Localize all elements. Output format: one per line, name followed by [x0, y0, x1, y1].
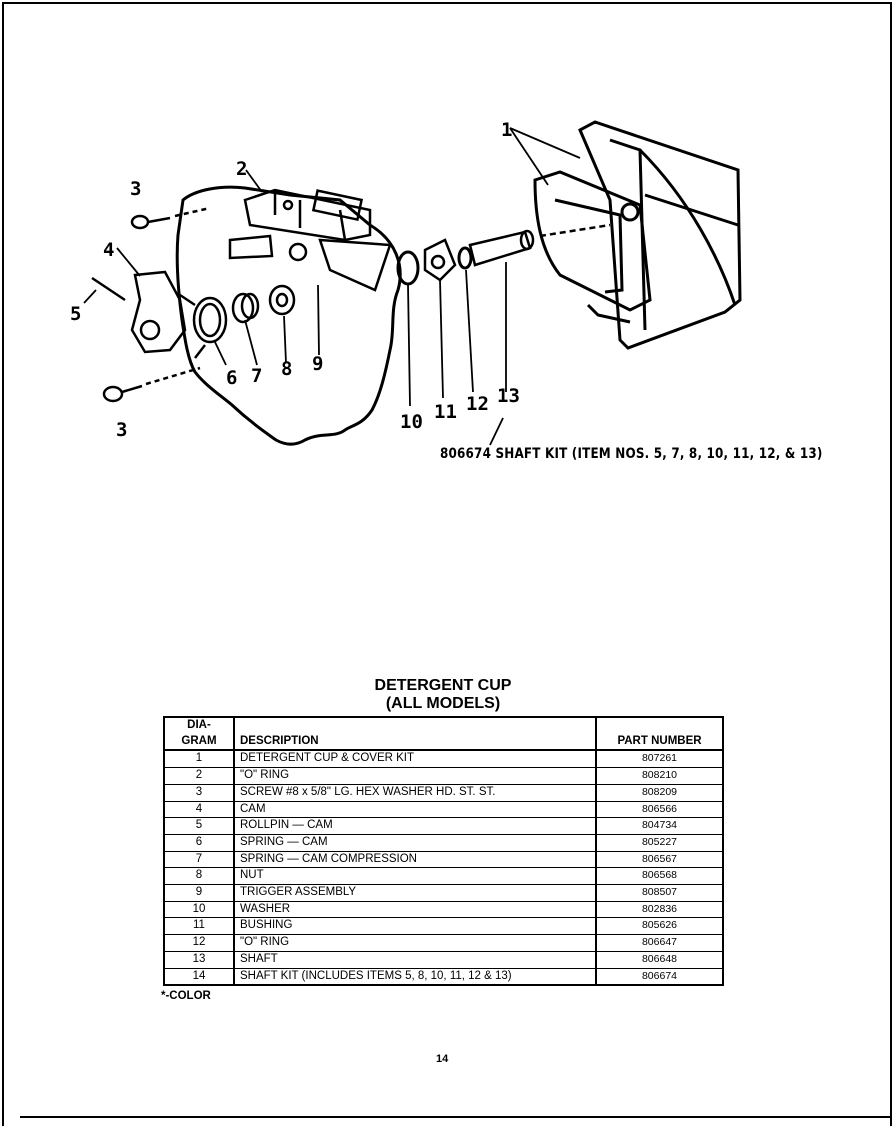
table-row — [164, 951, 723, 968]
callout-1: 1 — [501, 119, 513, 141]
callout-8: 8 — [281, 358, 293, 380]
trigger-assembly — [230, 190, 390, 290]
row-description: DETERGENT CUP & COVER KIT — [234, 750, 596, 767]
shaft-kit-note: 806674 SHAFT KIT (ITEM NOS. 5, 7, 8, 10, 11, 12, & 13) — [440, 446, 823, 462]
callout-4: 4 — [103, 239, 115, 261]
callout-12: 12 — [466, 393, 489, 415]
table-row — [164, 784, 723, 801]
row-diagram-number: 6 — [164, 834, 234, 851]
callout-6: 6 — [226, 367, 238, 389]
callout-7: 7 — [251, 365, 263, 387]
header-description: DESCRIPTION — [234, 717, 596, 750]
row-diagram-number: 1 — [164, 750, 234, 767]
row-part-number: 806568 — [596, 868, 723, 885]
header-diagram — [164, 717, 234, 750]
row-part-number: 808507 — [596, 885, 723, 902]
header-diagram-line2: GRAM — [181, 734, 217, 747]
row-description: SCREW #8 x 5/8" LG. HEX WASHER HD. ST. ST. — [234, 784, 596, 801]
row-diagram-number: 11 — [164, 918, 234, 935]
callout-3-bottom: 3 — [116, 419, 128, 441]
row-diagram-number: 12 — [164, 935, 234, 952]
color-footnote: *-COLOR — [161, 990, 211, 1002]
header-part-number: PART NUMBER — [596, 717, 723, 750]
row-part-number: 802836 — [596, 901, 723, 918]
table-row — [164, 818, 723, 835]
row-diagram-number: 3 — [164, 784, 234, 801]
header-diagram-line1: DIA- — [187, 719, 211, 731]
o-ring-small — [459, 248, 471, 268]
table-row — [164, 868, 723, 885]
row-diagram-number: 13 — [164, 951, 234, 968]
row-diagram-number: 5 — [164, 818, 234, 835]
row-diagram-number: 10 — [164, 901, 234, 918]
row-diagram-number: 2 — [164, 768, 234, 785]
callout-5: 5 — [70, 303, 82, 325]
row-part-number: 806566 — [596, 801, 723, 818]
screw-bottom — [104, 368, 200, 401]
row-part-number: 807261 — [596, 750, 723, 767]
table-row — [164, 968, 723, 985]
row-part-number: 805227 — [596, 834, 723, 851]
row-part-number: 804734 — [596, 818, 723, 835]
row-description: "O" RING — [234, 935, 596, 952]
row-part-number: 808210 — [596, 768, 723, 785]
table-row — [164, 935, 723, 952]
row-part-number: 806674 — [596, 968, 723, 985]
table-row — [164, 750, 723, 767]
row-description: SHAFT — [234, 951, 596, 968]
row-diagram-number: 9 — [164, 885, 234, 902]
rollpin — [92, 278, 125, 300]
table-row — [164, 834, 723, 851]
table-row — [164, 918, 723, 935]
row-description: CAM — [234, 801, 596, 818]
row-description: SPRING — CAM — [234, 834, 596, 851]
row-part-number: 805626 — [596, 918, 723, 935]
table-row — [164, 851, 723, 868]
exploded-parts-diagram — [0, 0, 896, 470]
bushing — [425, 240, 455, 280]
screw-top — [132, 208, 210, 228]
callout-10: 10 — [400, 411, 423, 433]
table-header-row — [164, 717, 723, 750]
callout-11: 11 — [434, 401, 457, 423]
row-part-number: 806647 — [596, 935, 723, 952]
row-description: "O" RING — [234, 768, 596, 785]
row-description: SPRING — CAM COMPRESSION — [234, 851, 596, 868]
row-part-number: 806567 — [596, 851, 723, 868]
callout-9: 9 — [312, 353, 324, 375]
table-row — [164, 768, 723, 785]
callout-3-top: 3 — [130, 178, 142, 200]
row-diagram-number: 8 — [164, 868, 234, 885]
table-subtitle: (ALL MODELS) — [385, 695, 501, 712]
callout-13: 13 — [497, 385, 520, 407]
row-description: TRIGGER ASSEMBLY — [234, 885, 596, 902]
row-part-number: 808209 — [596, 784, 723, 801]
table-row — [164, 801, 723, 818]
page-border-bottom — [20, 1116, 892, 1118]
row-description: ROLLPIN — CAM — [234, 818, 596, 835]
row-description: BUSHING — [234, 918, 596, 935]
nut — [270, 286, 294, 314]
callout-2: 2 — [236, 158, 248, 180]
row-diagram-number: 4 — [164, 801, 234, 818]
row-description: SHAFT KIT (INCLUDES ITEMS 5, 8, 10, 11, 12 & 13) — [234, 968, 596, 985]
table-title: DETERGENT CUP — [374, 677, 512, 694]
row-diagram-number: 14 — [164, 968, 234, 985]
row-diagram-number: 7 — [164, 851, 234, 868]
row-description: NUT — [234, 868, 596, 885]
table-row — [164, 901, 723, 918]
parts-table — [163, 716, 724, 986]
row-part-number: 806648 — [596, 951, 723, 968]
detergent-cup — [535, 122, 740, 348]
page-number: 14 — [436, 1053, 449, 1065]
mounting-panel — [177, 187, 400, 444]
spring-compression — [233, 294, 258, 322]
table-row — [164, 885, 723, 902]
row-description: WASHER — [234, 901, 596, 918]
